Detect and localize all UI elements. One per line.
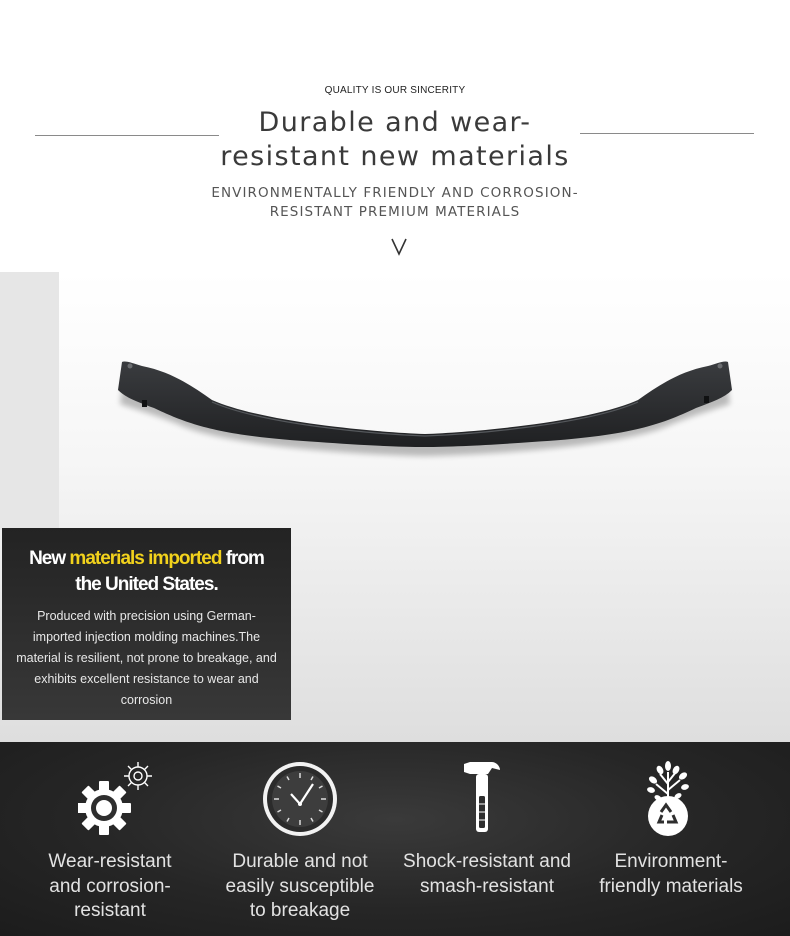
section-subtitle-line1: ENVIRONMENTALLY FRIENDLY AND CORROSION-	[211, 185, 579, 201]
info-heading-line2: the United States.	[75, 574, 218, 595]
materials-info-card	[2, 528, 291, 720]
feature-label-line: and corrosion-	[49, 875, 171, 897]
feature-label-line: Shock-resistant and	[403, 851, 571, 872]
bumper-trim-image	[112, 352, 738, 462]
features-band	[0, 742, 790, 936]
feature-label-line: resistant	[74, 900, 146, 921]
info-card-heading	[2, 546, 291, 598]
section-subtitle	[195, 184, 595, 222]
section-title-line1: Durable and wear-	[258, 107, 532, 138]
feature-label-line: to breakage	[249, 900, 351, 921]
info-heading-highlight: materials imported	[69, 548, 222, 569]
feature-wear-resistant	[30, 742, 190, 936]
hammer-icon	[462, 760, 502, 836]
section-title	[195, 106, 595, 174]
feature-label-line: Wear-resistant	[48, 851, 172, 872]
feature-label	[30, 850, 190, 924]
section-subtitle-line2: RESISTANT PREMIUM MATERIALS	[269, 204, 521, 220]
eco-tree-recycle-icon	[640, 760, 696, 836]
feature-shock-resistant	[392, 742, 582, 936]
feature-label	[586, 850, 756, 899]
section-title-line2: resistant new materials	[220, 141, 570, 172]
feature-label-line: easily susceptible	[225, 875, 375, 897]
gears-icon	[78, 760, 156, 836]
feature-eco-friendly	[586, 742, 756, 936]
feature-label	[215, 850, 385, 924]
divider-left	[35, 135, 219, 136]
feature-label	[392, 850, 582, 899]
chevron-down-icon	[389, 236, 409, 256]
info-card-body: Produced with precision using German-imported injection molding machines.The material is resilient, not prone to breakage, and exhibits excellent resistance to wear and corrosion	[16, 609, 277, 707]
feature-label-line: Durable and not	[232, 851, 368, 872]
clock-icon	[261, 760, 339, 838]
feature-label-line: Environment-	[614, 851, 728, 872]
feature-label-line: smash-resistant	[419, 875, 555, 897]
info-heading-part2: from	[221, 548, 264, 569]
background-strip	[0, 272, 59, 530]
divider-right	[580, 133, 754, 134]
info-heading-part1: New	[29, 548, 70, 569]
feature-label-line: friendly materials	[599, 875, 743, 897]
feature-durable	[215, 742, 385, 936]
section-kicker: QUALITY IS OUR SINCERITY	[324, 85, 466, 96]
